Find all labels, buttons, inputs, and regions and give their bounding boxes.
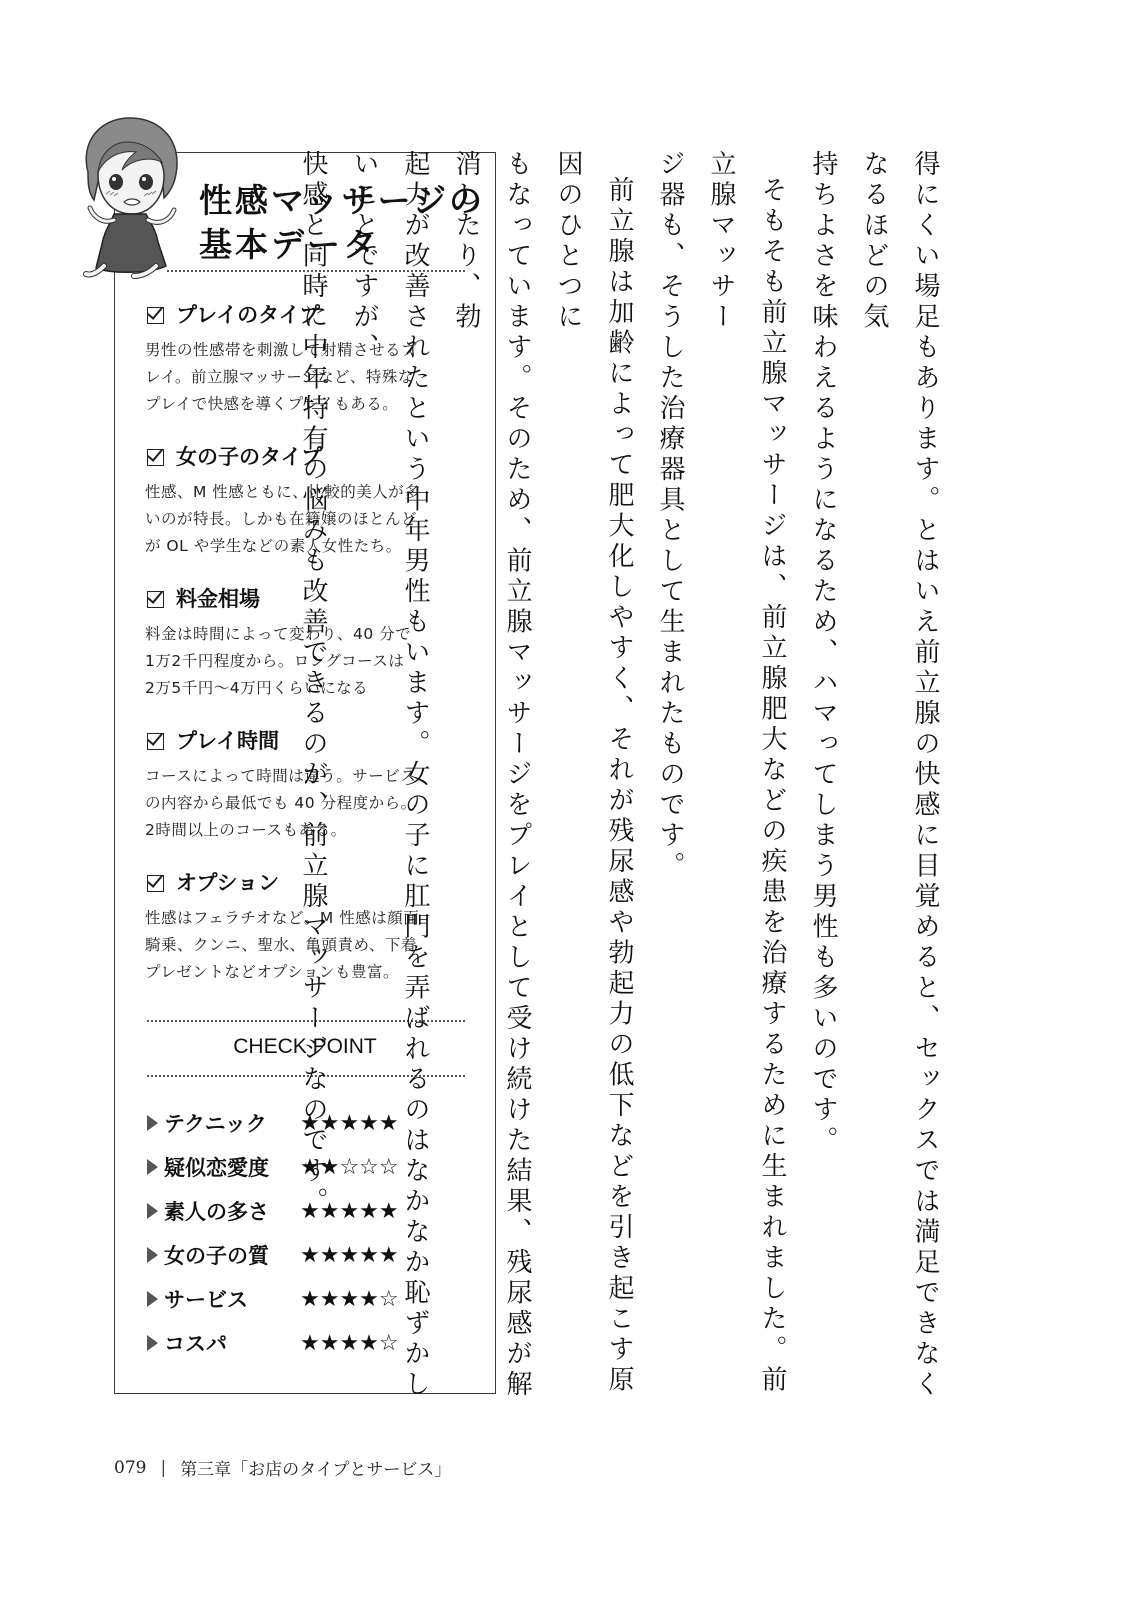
mascot-illustration — [70, 112, 190, 282]
body-line: 男性の性感帯を刺激して射精させるプ — [145, 341, 418, 359]
chapter-title: 第三章「お店のタイプとサービス」 — [180, 1460, 452, 1480]
checkbox-icon — [147, 875, 164, 892]
check-point-title: CHECK POINT — [233, 1035, 377, 1058]
body-text — [287, 150, 950, 1410]
section-heading: 女の子のタイプ — [176, 445, 322, 469]
checkbox-icon — [147, 591, 164, 608]
triangle-icon — [147, 1159, 158, 1175]
rating-label: 女の子の質 — [164, 1244, 269, 1268]
body-line: 性感はフェラチオなど。M 性感は顔面 — [145, 909, 420, 927]
body-column: ジ器も、そうした治療器具として生まれたものです。 — [655, 150, 685, 882]
rating-label: 素人の多さ — [164, 1200, 269, 1224]
star-rating: ★★★★☆ — [300, 1330, 399, 1356]
star-rating: ★★☆☆☆ — [300, 1154, 399, 1180]
triangle-icon — [147, 1335, 158, 1351]
box-title-line1: 性感マッサージの — [199, 181, 486, 220]
body-line: 性感、M 性感ともに、比較的美人が多 — [145, 483, 421, 501]
triangle-icon — [147, 1291, 158, 1307]
checkbox-icon — [147, 449, 164, 466]
body-line: 料金は時間によって変わり、40 分で — [145, 625, 412, 643]
body-line: 騎乗、クンニ、聖水、亀頭責め、下着 — [145, 936, 417, 954]
body-line: コースによって時間は違う。サービス — [145, 767, 417, 785]
triangle-icon — [147, 1115, 158, 1131]
triangle-icon — [147, 1247, 158, 1263]
body-column: 快感と同時に中年特有の悩みも改善できるのが、前立腺マッサージなのです。 — [298, 150, 328, 1218]
section-heading: オプション — [176, 871, 280, 895]
page-number: 079 — [114, 1457, 147, 1478]
body-line: 2時間以上のコースもある。 — [145, 821, 347, 839]
triangle-icon — [147, 1203, 158, 1219]
body-line: の内容から最低でも 40 分程度から。 — [145, 794, 417, 812]
page-footer — [114, 1455, 451, 1480]
body-column: 持ちよさを味わえるようになるため、ハマってしまう男性も多いのです。 — [808, 150, 838, 1157]
rating-label: テクニック — [164, 1112, 267, 1136]
body-line: プレイで快感を導くプレイもある。 — [145, 395, 399, 413]
body-line: いのが特長。しかも在籍嬢のほとんど — [145, 510, 418, 528]
rating-label: 疑似恋愛度 — [164, 1156, 269, 1180]
body-line: 1万2千円程度から。ロングコースは — [145, 652, 405, 670]
star-rating: ★★★★★ — [300, 1242, 399, 1268]
footer-separator: | — [160, 1457, 167, 1478]
body-line: が OL や学生などの素人女性たち。 — [145, 537, 402, 555]
body-line: 2万5千円〜4万円くらいになる — [145, 679, 369, 697]
rating-label: サービス — [164, 1288, 248, 1312]
star-rating: ★★★★★ — [300, 1110, 399, 1136]
body-column: もなっています。そのため、前立腺マッサージをプレイとして受け続けた結果、残尿感が解消したり、勃 — [451, 150, 532, 1401]
body-line: プレゼントなどオプションも豊富。 — [145, 963, 399, 981]
section-heading: プレイのタイプ — [176, 303, 321, 327]
body-column: そもそも前立腺マッサージは、前立腺肥大などの疾患を治療するために生まれました。前立腺マッサー — [706, 150, 787, 1396]
star-rating: ★★★★☆ — [300, 1286, 399, 1312]
checkbox-icon — [147, 733, 164, 750]
section-heading: プレイ時間 — [176, 729, 280, 753]
body-column: 起力が改善されたという中年男性もいます。女の子に肛門を弄ばれるのはなかなか恥ずかしいことですが、 — [349, 150, 430, 1401]
star-rating: ★★★★★ — [300, 1198, 399, 1224]
body-column: 得にくい場足もあります。とはいえ前立腺の快感に目覚めると、セックスでは満足できなくなるほどの気 — [859, 150, 940, 1401]
body-line: レイ。前立腺マッサージなど、特殊な — [145, 368, 414, 386]
body-column: 前立腺は加齢によって肥大化しやすく、それが残尿感や勃起力の低下などを引き起こす原因のひとつに — [553, 150, 634, 1396]
section-heading: 料金相場 — [176, 587, 260, 611]
rating-label: コスパ — [164, 1332, 227, 1356]
box-title-line2: 基本データ — [199, 225, 379, 264]
checkbox-icon — [147, 307, 164, 324]
